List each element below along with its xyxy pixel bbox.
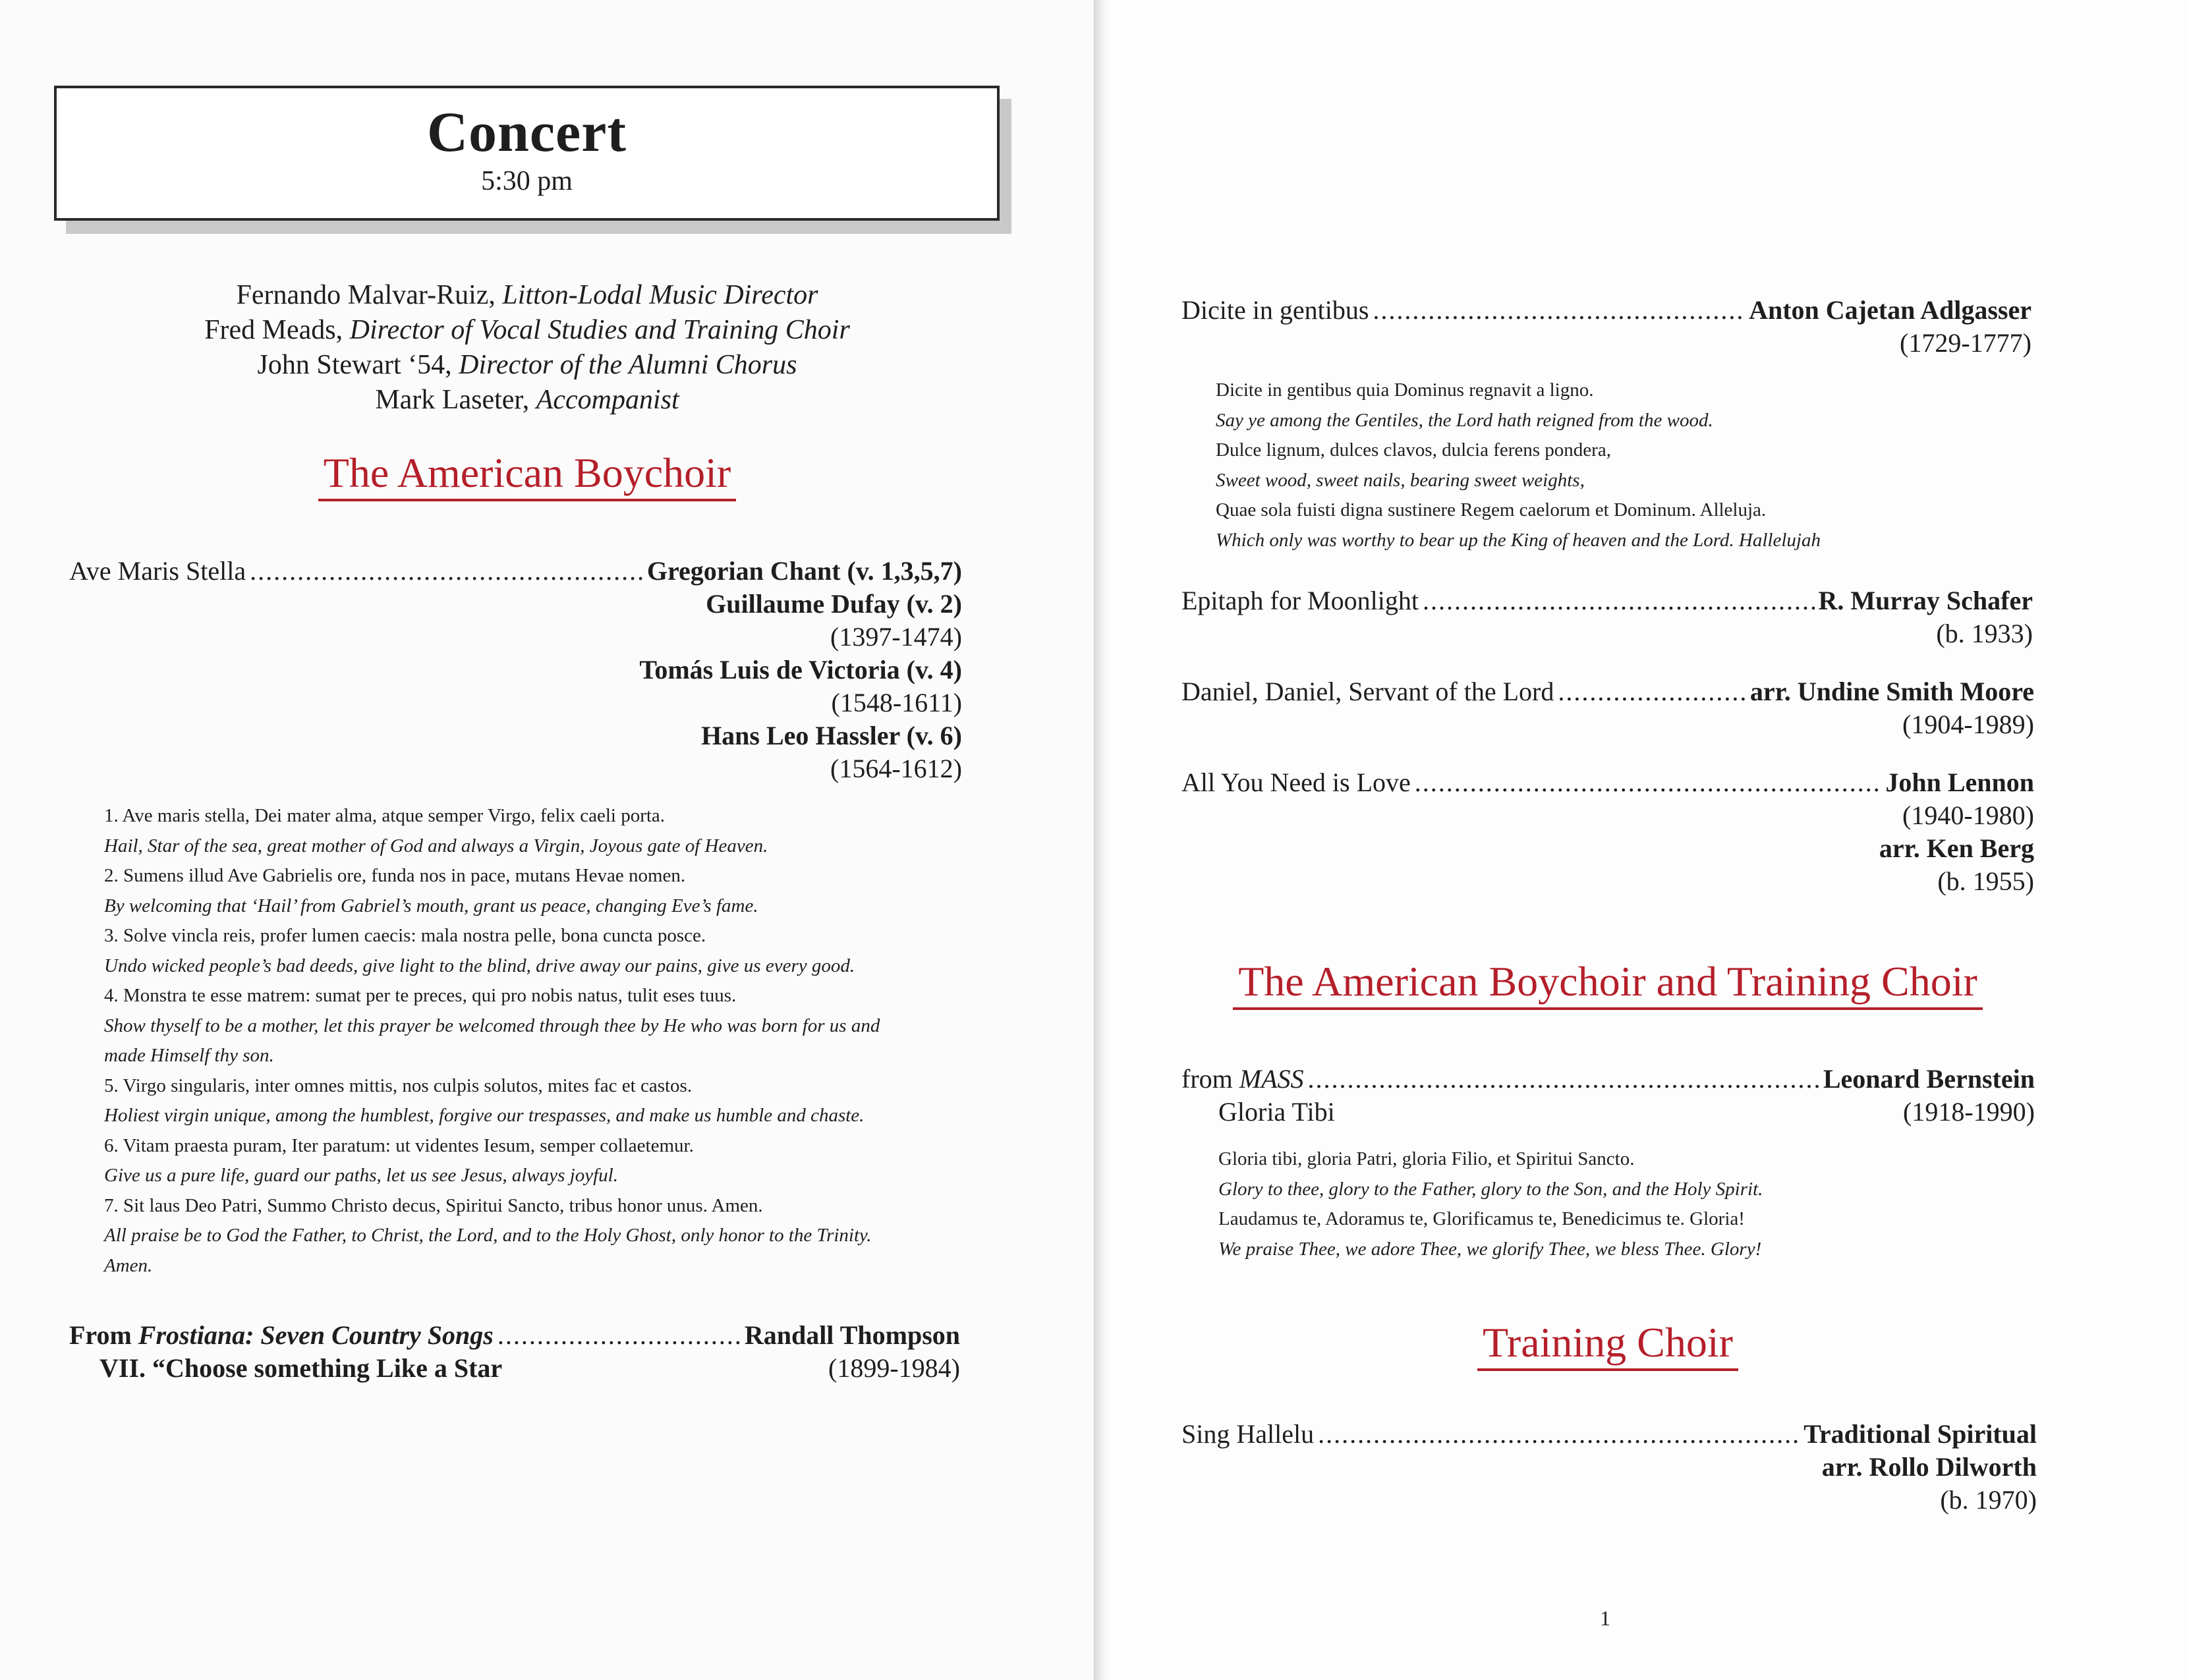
lyric-translation: By welcoming that ‘Hail’ from Gabriel’s mouth, grant us peace, changing Eve’s fame. — [104, 895, 758, 916]
lyric-translation: Show thyself to be a mother, let this prayer be welcomed through thee by He who was born for us and — [104, 1015, 880, 1036]
lyric-line: 5. Virgo singularis, inter omnes mittis, nos culpis solutos, mites fac et castos. — [104, 1075, 693, 1096]
section-title-boychoir-training: The American Boychoir and Training Choir — [1179, 955, 2036, 1008]
piece-ave-maris-stella — [69, 555, 962, 785]
lyric-line: 3. Solve vincla reis, profer lumen caecis: mala nostra pelle, bona cuncta posce. — [104, 925, 706, 946]
piece-title: From Frostiana: Seven Country Songs — [69, 1320, 494, 1350]
piece-daniel — [1181, 675, 2034, 741]
page-number: 1 — [1600, 1606, 1610, 1630]
piece-dates: (1918-1990) — [1903, 1097, 2035, 1127]
lyric-line: Quae sola fuisti digna sustinere Regem caelorum et Dominum. Alleluja. — [1216, 499, 1767, 520]
lyric-translation: Hail, Star of the sea, great mother of God and always a Virgin, Joyous gate of Heaven. — [104, 835, 768, 856]
piece-dates: (1904-1989) — [1902, 710, 2034, 739]
lyric-translation: Undo wicked people’s bad deeds, give light to the blind, drive away our pains, give us every good. — [104, 955, 855, 976]
piece-title: Daniel, Daniel, Servant of the Lord — [1181, 677, 1554, 706]
lyric-line: 1. Ave maris stella, Dei mater alma, atque semper Virgo, felix caeli porta. — [104, 805, 666, 826]
section-title-boychoir: The American Boychoir — [0, 447, 1054, 499]
piece-dates: (b. 1955) — [1937, 866, 2034, 896]
piece-title: All You Need is Love — [1181, 768, 1411, 797]
staff-line: John Stewart ‘54, Director of the Alumni Chorus — [257, 350, 797, 380]
leader-dots — [250, 555, 643, 588]
piece-credit: Tomás Luis de Victoria (v. 4) — [639, 655, 962, 685]
lyric-translation: We praise Thee, we adore Thee, we glorify Thee, we bless Thee. Glory! — [1218, 1238, 1762, 1260]
leader-dots — [1308, 1063, 1819, 1096]
piece-title: Ave Maris Stella — [69, 556, 246, 586]
piece-dates: (1899-1984) — [828, 1353, 960, 1383]
piece-composer: Anton Cajetan Adlgasser — [1749, 295, 2031, 325]
piece-credit: Hans Leo Hassler (v. 6) — [701, 721, 962, 750]
lyric-translation: Holiest virgin unique, among the humblest, forgive our trespasses, and make us humble and chaste. — [104, 1105, 865, 1126]
piece-credit: Guillaume Dufay (v. 2) — [706, 589, 962, 619]
lyric-translation: Amen. — [104, 1254, 153, 1276]
piece-title: from MASS — [1181, 1064, 1304, 1094]
lyric-translation: All praise be to God the Father, to Christ, the Lord, and to the Holy Ghost, only honor to the Trinity. — [104, 1225, 872, 1246]
dicite-lyrics — [1216, 376, 2039, 555]
lyric-translation: made Himself thy son. — [104, 1045, 274, 1066]
piece-dates: (1548-1611) — [831, 688, 962, 717]
piece-dates: (1564-1612) — [830, 754, 962, 783]
section-title-training: Training Choir — [1179, 1316, 2036, 1369]
concert-time: 5:30 pm — [481, 166, 573, 196]
lyric-line: Gloria tibi, gloria Patri, gloria Filio, et Spiritui Sancto. — [1218, 1148, 1635, 1169]
lyric-line: Dulce lignum, dulces clavos, dulcia ferens pondera, — [1216, 439, 1611, 461]
piece-composer: Traditional Spiritual — [1804, 1419, 2037, 1449]
piece-dates: (1729-1777) — [1900, 328, 2031, 358]
lyric-translation: Which only was worthy to bear up the King of heaven and the Lord. Hallelujah — [1216, 529, 1821, 551]
piece-title: Dicite in gentibus — [1181, 295, 1369, 325]
concert-title: Concert — [426, 100, 627, 163]
piece-epitaph — [1181, 584, 2033, 650]
piece-title: Sing Hallelu — [1181, 1419, 1315, 1449]
lyric-translation: Glory to thee, glory to the Father, glory to the Son, and the Holy Spirit. — [1218, 1178, 1763, 1200]
piece-composer: Gregorian Chant (v. 1,3,5,7) — [646, 556, 962, 586]
piece-composer: R. Murray Schafer — [1818, 586, 2033, 615]
staff-line: Fred Meads, Director of Vocal Studies and Training Choir — [204, 315, 850, 345]
piece-dates: (b. 1933) — [1936, 619, 2033, 648]
right-page — [1114, 0, 2187, 1680]
ave-lyrics — [104, 801, 974, 1281]
piece-composer: arr. Undine Smith Moore — [1749, 677, 2034, 706]
piece-dates: (b. 1970) — [1940, 1485, 2037, 1515]
piece-composer: John Lennon — [1885, 768, 2034, 797]
staff-line: Mark Laseter, Accompanist — [375, 385, 679, 415]
piece-credit: arr. Ken Berg — [1879, 833, 2034, 863]
staff-list — [0, 278, 1054, 418]
leader-dots — [497, 1319, 741, 1352]
piece-subtitle: Gloria Tibi — [1218, 1097, 1335, 1127]
piece-mass — [1181, 1063, 2035, 1129]
lyric-translation: Sweet wood, sweet nails, bearing sweet weights, — [1216, 469, 1585, 491]
piece-dates: (1940-1980) — [1902, 800, 2034, 830]
leader-dots — [1423, 584, 1815, 617]
lyric-line: 4. Monstra te esse matrem: sumat per te preces, qui pro nobis natus, tulit eses tuus. — [104, 985, 737, 1006]
lyric-translation: Say ye among the Gentiles, the Lord hath reigned from the wood. — [1216, 409, 1713, 431]
piece-frostiana — [69, 1319, 960, 1385]
leader-dots — [1415, 766, 1882, 799]
lyric-line: 7. Sit laus Deo Patri, Summo Christo decus, Spiritui Sancto, tribus honor unus. Amen. — [104, 1194, 763, 1216]
lyric-line: 2. Sumens illud Ave Gabrielis ore, funda nos in pace, mutans Hevae nomen. — [104, 865, 686, 886]
lyric-line: Dicite in gentibus quia Dominus regnavit a ligno. — [1216, 379, 1594, 401]
leader-dots — [1558, 675, 1746, 708]
leader-dots — [1373, 294, 1745, 327]
piece-sing-hallelu — [1181, 1418, 2037, 1517]
lyric-line: Laudamus te, Adoramus te, Glorificamus te, Benedicimus te. Gloria! — [1218, 1208, 1745, 1229]
piece-dates: (1397-1474) — [830, 622, 962, 652]
piece-dicite — [1181, 294, 2031, 360]
leader-dots — [1318, 1418, 1800, 1451]
piece-title: Epitaph for Moonlight — [1181, 586, 1419, 615]
lyric-line: 6. Vitam praesta puram, Iter paratum: ut videntes Iesum, semper collaetemur. — [104, 1134, 694, 1156]
piece-all-you-need-is-love — [1181, 766, 2034, 898]
staff-line: Fernando Malvar-Ruiz, Litton-Lodal Music Director — [236, 280, 818, 310]
page-fold — [1094, 0, 1114, 1680]
piece-composer: Randall Thompson — [744, 1320, 960, 1350]
piece-subtitle: VII. “Choose something Like a Star — [99, 1353, 503, 1383]
mass-lyrics — [1218, 1144, 2042, 1264]
piece-composer: Leonard Bernstein — [1823, 1064, 2035, 1094]
lyric-translation: Give us a pure life, guard our paths, let us see Jesus, always joyful. — [104, 1165, 618, 1186]
concert-header — [54, 86, 1000, 221]
piece-credit: arr. Rollo Dilworth — [1821, 1452, 2037, 1482]
